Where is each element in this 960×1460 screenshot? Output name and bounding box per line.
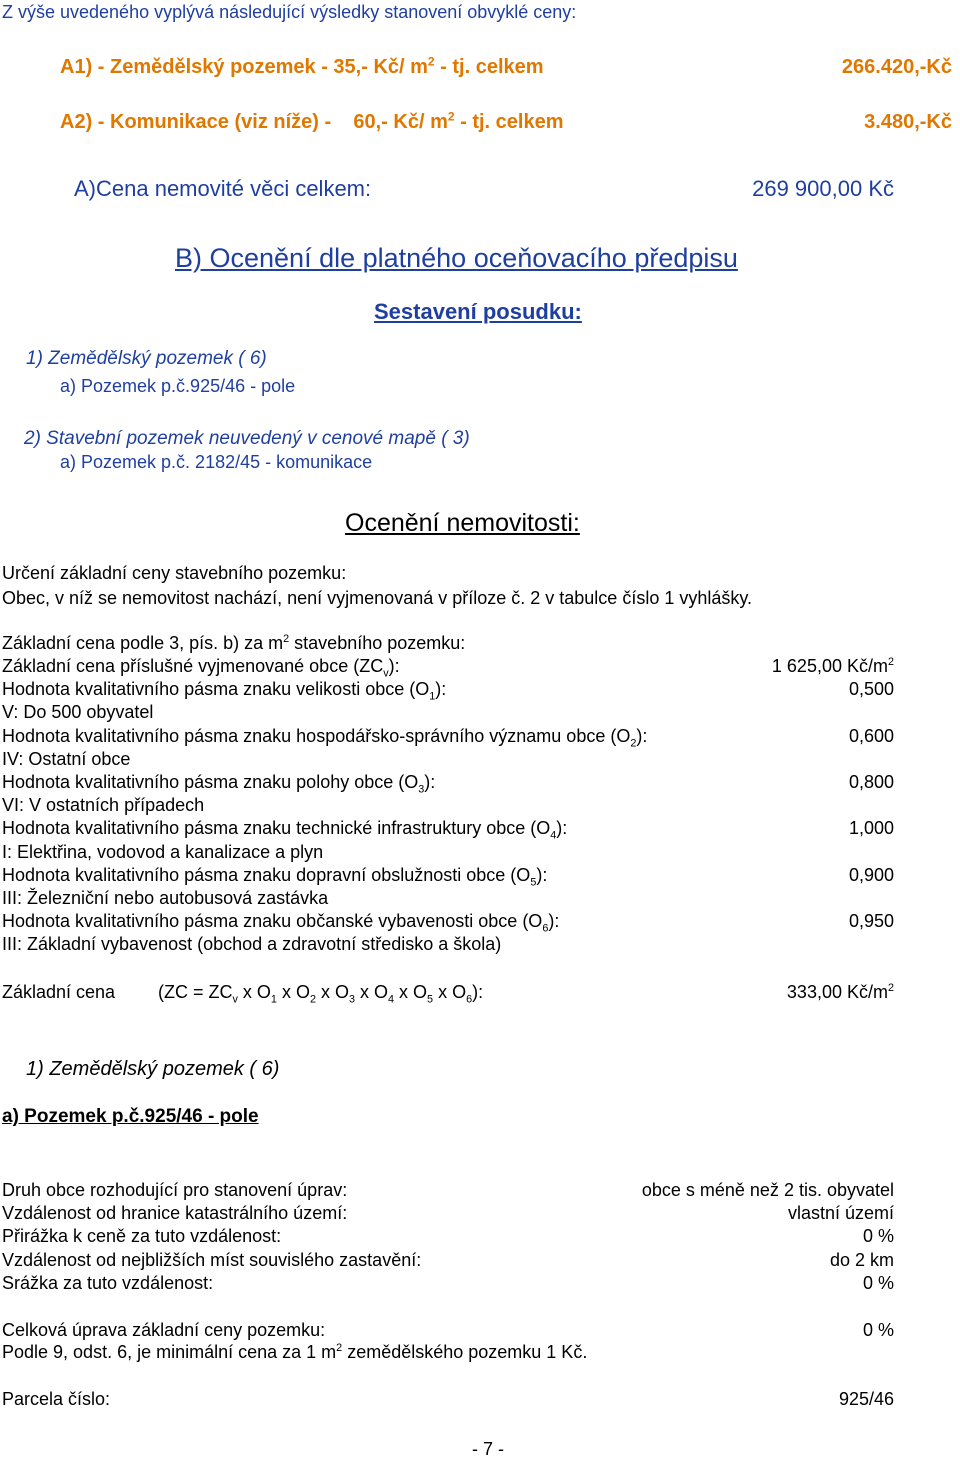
section1-title: 1) Zemědělský pozemek ( 6) — [26, 348, 267, 369]
min-price-text: Podle 9, odst. 6, je minimální cena za 1 $m^2$ zemědělského pozemku 1 Kč. — [2, 1342, 588, 1362]
coefficient-row-value: 0,950 — [848, 911, 894, 932]
a2-label: A2) - Komunikace (viz níže) - 60,- Kč/ $m^2$ - tj. celkem — [60, 109, 564, 133]
coefficient-row-label: Hodnota kvalitativního pásma znaku velikosti obce $(O_1)$: — [2, 679, 447, 703]
coefficient-row-label: Hodnota kvalitativního pásma znaku polohy obce $(O_3)$: — [2, 772, 436, 796]
basic-price-line2: Obec, v níž se nemovitost nachází, není vyjmenovaná v příloze č. 2 v tabulce číslo 1 vyhlášky. — [2, 588, 753, 608]
adjust-row-value: do 2 km — [829, 1249, 894, 1270]
a2-value: 3.480,-Kč — [864, 111, 952, 133]
total-label: A)Cena nemovité věci celkem: — [74, 176, 372, 201]
adjust-row-label: Druh obce rozhodující pro stanovení úprav: — [2, 1180, 348, 1200]
heading-oceneni: Ocenění nemovitosti: — [345, 509, 580, 537]
adjust-row-label: Přirážka k ceně za tuto vzdálenost: — [2, 1226, 282, 1247]
adjust-row-value: 0 % — [862, 1226, 894, 1247]
coefficient-row-value: 0,500 — [848, 679, 894, 700]
basic-price-line3: Základní cena podle 3, pís. b) za $m^2$ stavebního pozemku: — [2, 633, 466, 653]
coefficient-row-label: I: Elektřina, vodovod a kanalizace a plyn — [2, 841, 324, 862]
a1-label: A1) - Zemědělský pozemek - 35,- Kč/ $m^2$ - tj. celkem — [60, 54, 544, 78]
parcel-label: Parcela číslo: — [2, 1389, 111, 1409]
basic-price-line1: Určení základní ceny stavebního pozemku: — [2, 563, 347, 583]
coefficient-row-label: VI: V ostatních případech — [2, 795, 205, 816]
coefficient-row-value: 0,600 — [848, 725, 894, 746]
total-value: 269 900,00 Kč — [752, 176, 894, 201]
formula-label: Základní cena — [2, 982, 116, 1002]
section2-item: a) Pozemek p.č. 2182/45 - komunikace — [60, 452, 373, 472]
coefficient-row-label: Základní cena příslušné vyjmenované obce $(ZC_v)$: — [2, 656, 400, 680]
total-adjust-value: 0 % — [862, 1320, 894, 1340]
a1-value: 266.420,-Kč — [841, 56, 952, 78]
coefficient-row-value: 1 625,00 $Kč/m^2$ — [771, 656, 894, 676]
coefficient-row-label: Hodnota kvalitativního pásma znaku hospodářsko-správního významu obce $(O_2)$: — [2, 725, 648, 750]
adjust-row-label: Srážka za tuto vzdálenost: — [2, 1272, 214, 1293]
parcel-value: 925/46 — [838, 1389, 894, 1409]
adjust-row-label: Vzdálenost od hranice katastrálního území: — [2, 1203, 348, 1224]
heading-b: B) Ocenění dle platného oceňovacího předpisu — [175, 243, 738, 273]
formula-value: 333,00 $Kč/m^2$ — [786, 982, 894, 1002]
heading-sestaveni: Sestavení posudku: — [374, 299, 582, 324]
coefficient-row-label: IV: Ostatní obce — [2, 748, 131, 769]
page-number: - 7 - — [472, 1439, 505, 1459]
formula-expression: ($ZC = ZC_v$ x $O_1$ x $O_2$ x $O_3$ x $O_4$ x $O_5$ x $O_6$): — [158, 982, 484, 1006]
coefficient-row-label: Hodnota kvalitativního pásma znaku občanské vybavenosti obce $(O_6)$: — [2, 911, 560, 935]
coefficient-row-label: III: Železniční nebo autobusová zastávka — [2, 888, 329, 908]
section1-repeat-title: 1) Zemědělský pozemek ( 6) — [26, 1058, 280, 1080]
intro-text: Z výše uvedeného vyplývá následující výsledky stanovení obvyklé ceny: — [2, 2, 577, 22]
coefficient-row-label: Hodnota kvalitativního pásma znaku technické infrastruktury obce $(O_4)$: — [2, 818, 568, 842]
coefficient-row-label: V: Do 500 obyvatel — [2, 702, 154, 723]
section1-item: a) Pozemek p.č.925/46 - pole — [60, 376, 296, 396]
adjust-row-value: obce s méně než 2 tis. obyvatel — [641, 1180, 894, 1200]
section1-repeat-item: a) Pozemek p.č.925/46 - pole — [2, 1106, 259, 1127]
coefficient-row-value: 0,900 — [848, 864, 894, 885]
adjust-row-value: vlastní území — [787, 1203, 894, 1224]
coefficient-row-label: III: Základní vybavenost (obchod a zdravotní středisko a škola) — [2, 934, 502, 955]
coefficient-row-value: 0,800 — [848, 772, 894, 792]
adjust-row-value: 0 % — [862, 1272, 894, 1293]
coefficient-row-value: 1,000 — [848, 818, 894, 839]
coefficient-row-label: Hodnota kvalitativního pásma znaku dopravní obslužnosti obce $(O_5)$: — [2, 864, 548, 889]
section2-title: 2) Stavební pozemek neuvedený v cenové mapě ( 3) — [24, 428, 470, 449]
adjust-row-label: Vzdálenost od nejbližších míst souvislého zastavění: — [2, 1249, 422, 1270]
total-adjust-label: Celková úprava základní ceny pozemku: — [2, 1320, 326, 1340]
